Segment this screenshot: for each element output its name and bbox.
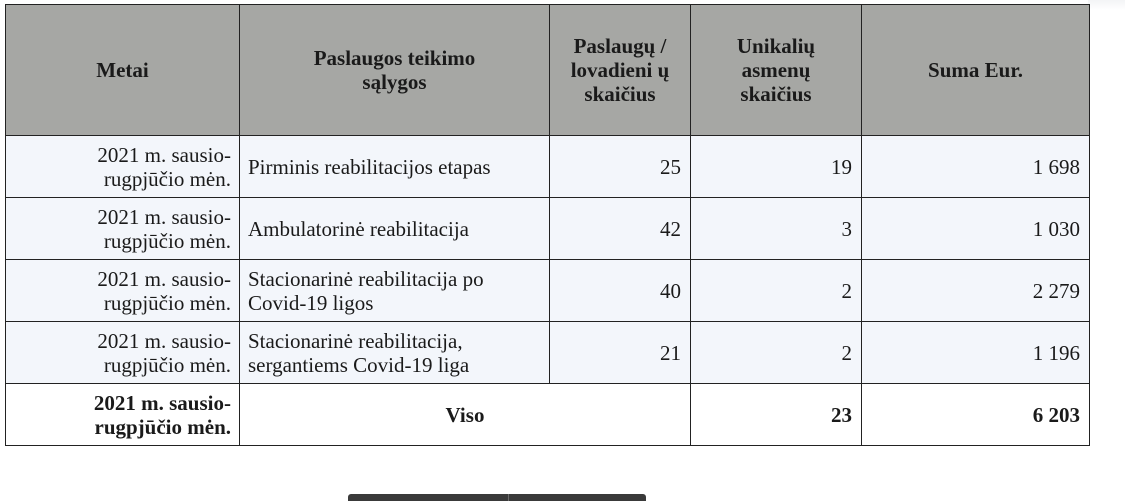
total-year-text: 2021 m. sausio-rugpjūčio mėn. [93,390,231,439]
row-amount: 1 698 [862,136,1090,198]
row-condition-text: Ambulatorinė reabilitacija [248,216,469,241]
table-row [6,198,1090,260]
row-condition-text: Pirminis reabilitacijos etapas [248,154,491,179]
row-condition [240,136,550,198]
table-header-row [6,5,1090,136]
total-year [6,384,240,446]
row-year-text: 2021 m. sausio-rugpjūčio mėn. [97,204,231,253]
row-services: 40 [550,260,691,322]
header-services-label: Paslaugų / lovadieni ų skaičius [570,34,670,106]
row-amount: 1 030 [862,198,1090,260]
row-unique-persons: 3 [691,198,862,260]
header-unique-persons [691,5,862,136]
row-year [6,322,240,384]
row-year [6,136,240,198]
total-label: Viso [240,384,691,446]
row-condition [240,322,550,384]
row-condition [240,260,550,322]
row-year [6,260,240,322]
row-unique-persons: 2 [691,260,862,322]
row-amount: 2 279 [862,260,1090,322]
header-conditions-label: Paslaugos teikimo sąlygos [313,46,476,94]
bottom-toolbar[interactable] [348,494,646,501]
row-services: 42 [550,198,691,260]
row-year-text: 2021 m. sausio-rugpjūčio mėn. [97,328,231,377]
table-row [6,136,1090,198]
row-condition-text: Stacionarinė reabilitacija po Covid-19 ligos [248,266,484,315]
toolbar-divider [508,494,509,501]
row-year-text: 2021 m. sausio-rugpjūčio mėn. [97,266,231,315]
header-conditions [240,5,550,136]
row-unique-persons: 2 [691,322,862,384]
total-amount: 6 203 [862,384,1090,446]
table-total-row [6,384,1090,446]
row-unique-persons: 19 [691,136,862,198]
row-year [6,198,240,260]
rehabilitation-services-table [5,4,1090,446]
row-services: 25 [550,136,691,198]
table-row [6,322,1090,384]
header-services [550,5,691,136]
header-unique-persons-label: Unikalių asmenų skaičius [736,34,816,106]
row-condition [240,198,550,260]
header-amount: Suma Eur. [862,5,1090,136]
total-unique-persons: 23 [691,384,862,446]
row-condition-text: Stacionarinė reabilitacija, sergantiems Covid-19 liga [248,328,470,377]
row-amount: 1 196 [862,322,1090,384]
row-services: 21 [550,322,691,384]
header-year: Metai [6,5,240,136]
row-year-text: 2021 m. sausio-rugpjūčio mėn. [97,142,231,191]
table-row [6,260,1090,322]
scroll-shadow [1088,0,1125,10]
